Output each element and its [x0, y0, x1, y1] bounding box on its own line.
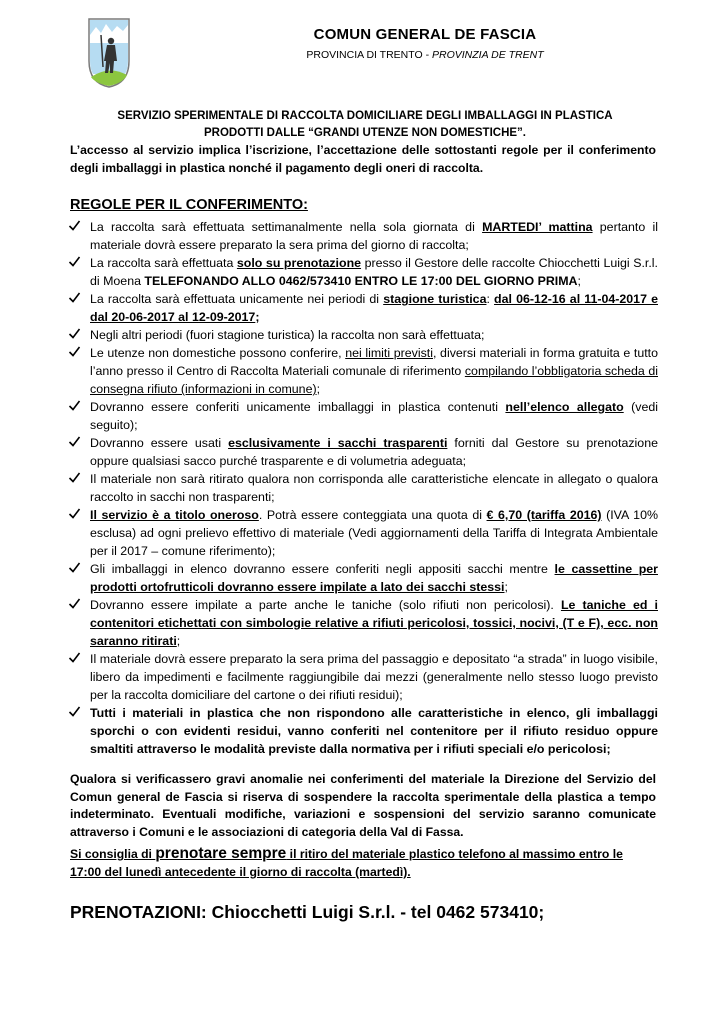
rule-emphasis: stagione turistica: [383, 292, 487, 306]
check-icon: [68, 327, 81, 340]
rules-list: [68, 218, 658, 758]
rule-item: [68, 290, 658, 326]
rule-item: [68, 506, 658, 560]
rule-emphasis: Le taniche ed i contenitori etichettati con simbologie relative a rifiuti pericolosi, tossici, nocivi, (T e F), ecc. non saranno ritirati: [90, 598, 658, 648]
service-title-line-1: SERVIZIO SPERIMENTALE DI RACCOLTA DOMICILIARE DEGLI IMBALLAGGI IN PLASTICA: [117, 110, 613, 122]
rule-text: Il materiale non sarà ritirato qualora non corrisponda alle caratteristiche elencate in allegato o qualora raccolto in sacchi non trasparenti;: [90, 472, 658, 504]
rule-text: Gli imballaggi in elenco dovranno essere conferiti negli appositi sacchi mentre: [90, 562, 555, 576]
province-italian: PROVINCIA DI TRENTO -: [306, 49, 432, 61]
rule-underlined: nei limiti previsti: [345, 346, 433, 360]
rule-text: (vedi seguito);: [90, 400, 658, 432]
rule-text: Dovranno essere usati: [90, 436, 229, 450]
intro-paragraph: L’accesso al servizio implica l’iscrizione, l’accettazione delle sottostanti regole per il conferimento degli imballaggi in plastica nonché il pagamento degli oneri di raccolta.: [70, 143, 656, 175]
rule-item: [68, 560, 658, 596]
rule-item: [68, 704, 658, 758]
rule-underlined: compilando l’obbligatoria scheda di consegna rifiuto (informazioni in comune): [90, 364, 658, 396]
rule-item: [68, 344, 658, 398]
rule-text: forniti dal Gestore su prenotazione oppure qualsiasi sacco purché trasparente e di volumetria adeguata;: [90, 436, 658, 468]
rules-heading: REGOLE PER IL CONFERIMENTO:: [70, 197, 308, 213]
check-icon: [68, 705, 81, 718]
rule-emphasis: esclusivamente i sacchi trasparenti: [228, 436, 448, 450]
rule-item: [68, 470, 658, 506]
rule-text: Negli altri periodi (fuori stagione turistica) la raccolta non sarà effettuata;: [90, 328, 485, 342]
rule-text: ;: [316, 382, 321, 396]
advice-text: il ritiro del materiale plastico telefono al massimo entro le 17:00 del lunedì antecedente il giorno di raccolta (martedì).: [70, 847, 623, 879]
rule-text: ;: [176, 634, 181, 648]
coat-of-arms-icon: [87, 17, 131, 89]
rule-dates: dal 06-12-16 al 11-04-2017 e dal 20-06-2017 al 12-09-2017: [90, 292, 658, 324]
closing-paragraph: Qualora si verificassero gravi anomalie nei conferimenti del materiale la Direzione del Servizio del Comun general de Fascia si riserva di sospendere la raccolta sperimentale della plastica a tempo indeterminato. Eventuali modifiche, variazioni e sospensioni del servizio saranno comunicate attraverso i Comuni e le associazioni di categoria della Val di Fassa.: [70, 772, 656, 839]
rule-item: [68, 326, 658, 344]
rule-item: [68, 434, 658, 470]
rule-fee: € 6,70 (tariffa 2016): [486, 508, 602, 522]
check-icon: [68, 435, 81, 448]
rule-phone-emphasis: TELEFONANDO ALLO 0462/573410 ENTRO LE 17:00 DEL GIORNO PRIMA: [144, 274, 578, 288]
rule-text: La raccolta sarà effettuata unicamente nei periodi di: [90, 292, 384, 306]
check-icon: [68, 597, 81, 610]
rule-item: [68, 596, 658, 650]
check-icon: [68, 291, 81, 304]
booking-advice: [70, 845, 656, 881]
rule-text: . Potrà essere conteggiata una quota di: [258, 508, 487, 522]
rule-emphasis: MARTEDI’ mattina: [482, 220, 593, 234]
rule-item: [68, 254, 658, 290]
advice-text: Si consiglia di: [70, 847, 156, 861]
check-icon: [68, 219, 81, 232]
rule-text: (IVA 10% esclusa) ad ogni prelievo effettivo di materiale (Vedi aggiornamenti della Tariffa di Integrata Ambientale per il 2017 – comune riferimento);: [90, 508, 658, 558]
province-line: [220, 49, 630, 61]
rule-text: presso il Gestore delle raccolte Chiocchetti Luigi S.r.l. di Moena: [90, 256, 658, 288]
check-icon: [68, 471, 81, 484]
rule-text-bold: Tutti i materiali in plastica che non rispondono alle caratteristiche in elenco, gli imballaggi sporchi o con evidenti residui, vanno conferiti nel contenitore per il rifiuto residuo oppure smaltiti attraverso le modalità previste dalla normativa per i rifiuti speciali e/o pericolosi;: [90, 706, 658, 756]
check-icon: [68, 255, 81, 268]
check-icon: [68, 345, 81, 358]
rule-text: pertanto il materiale dovrà essere preparato la sera prima del giorno di raccolta;: [90, 220, 659, 252]
rule-text: La raccolta sarà effettuata settimanalmente nella sola giornata di: [90, 220, 483, 234]
rule-text: ;: [255, 310, 260, 324]
rule-text: :: [486, 292, 495, 306]
service-title-line-2: PRODOTTI DALLE “GRANDI UTENZE NON DOMESTICHE”.: [204, 127, 526, 139]
rule-text: ;: [504, 580, 508, 594]
rule-text: Le utenze non domestiche possono conferire,: [90, 346, 346, 360]
bookings-contact: PRENOTAZIONI: Chiocchetti Luigi S.r.l. - tel 0462 573410;: [70, 902, 545, 922]
check-icon: [68, 507, 81, 520]
advice-emphasis: prenotare sempre: [155, 845, 287, 862]
rule-emphasis: le cassettine per prodotti ortofrutticoli dovranno essere impilate a lato dei sacchi stessi: [90, 562, 658, 594]
rule-text: Dovranno essere impilate a parte anche le taniche (solo rifiuti non pericolosi).: [90, 598, 561, 612]
rule-text: La raccolta sarà effettuata: [90, 256, 237, 270]
rule-text: ;: [577, 274, 581, 288]
rule-text: , diversi materiali in forma gratuita e tutto l’anno presso il Centro di Raccolta Materiali comunale di riferimento: [90, 346, 659, 378]
province-ladin: PROVINZIA DE TRENT: [432, 49, 544, 61]
rule-emphasis: solo su prenotazione: [236, 256, 362, 270]
rule-item: [68, 650, 658, 704]
rule-text: Dovranno essere conferiti unicamente imballaggi in plastica contenuti: [90, 400, 506, 414]
check-icon: [68, 399, 81, 412]
check-icon: [68, 651, 81, 664]
rule-item: [68, 218, 658, 254]
organization-name: COMUN GENERAL DE FASCIA: [313, 26, 537, 43]
rule-emphasis: nell’elenco allegato: [505, 400, 624, 414]
rule-item: [68, 398, 658, 434]
rule-emphasis: Il servizio è a titolo oneroso: [90, 508, 259, 522]
rule-text: Il materiale dovrà essere preparato la sera prima del passaggio e depositato “a strada” in luogo visibile, libero da impedimenti e facilmente raggiungibile dai mezzi (generalmente nello stesso luogo previsto per la raccolta domiciliare del cartone o dei rifiuti residui);: [90, 652, 658, 702]
check-icon: [68, 561, 81, 574]
